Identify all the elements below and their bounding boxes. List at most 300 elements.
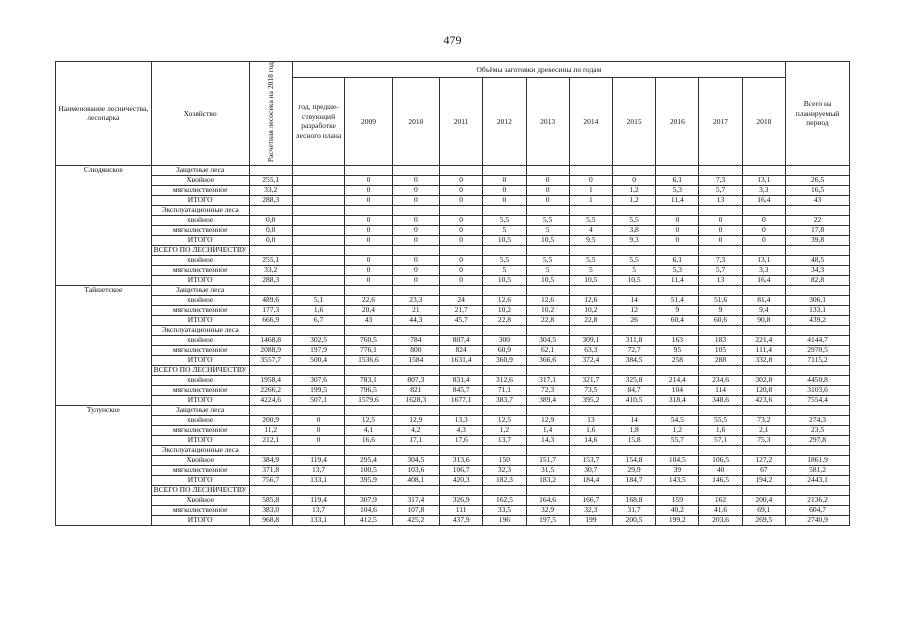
value-cell: 4 (569, 225, 612, 235)
section-blank-cell (656, 205, 699, 215)
value-cell: 317,4 (392, 495, 439, 505)
value-cell: 423,6 (742, 395, 785, 405)
value-cell: 39 (656, 465, 699, 475)
section-blank-cell (569, 205, 612, 215)
value-cell: 10,2 (569, 305, 612, 315)
category-cell: мягколиственное (151, 305, 249, 315)
table-row (56, 515, 850, 525)
value-cell: 22,8 (483, 315, 526, 325)
value-cell: 383,7 (483, 395, 526, 405)
section-blank-cell (786, 165, 850, 175)
value-cell: 10,5 (612, 275, 655, 285)
forestry-name: Тайшетское (56, 285, 152, 405)
value-cell: 6,1 (656, 255, 699, 265)
value-cell: 807,4 (440, 335, 483, 345)
category-cell: Хвойное (151, 175, 249, 185)
value-cell: 666,9 (249, 315, 292, 325)
value-cell: 1,2 (656, 425, 699, 435)
section-blank-cell (612, 365, 655, 375)
value-cell: 5,5 (483, 215, 526, 225)
value-cell: 10,5 (526, 275, 569, 285)
value-cell: 258 (656, 355, 699, 365)
section-blank-cell (656, 165, 699, 175)
section-blank-cell (699, 445, 742, 455)
value-cell: 14,6 (569, 435, 612, 445)
value-cell: 55,7 (656, 435, 699, 445)
value-cell: 13,7 (483, 435, 526, 445)
value-cell: 307,9 (345, 495, 392, 505)
value-cell: 1,4 (526, 425, 569, 435)
value-cell: 500,4 (292, 355, 345, 365)
value-cell: 69,1 (742, 505, 785, 515)
category-cell: мягколиственное (151, 385, 249, 395)
value-cell: 348,6 (699, 395, 742, 405)
section-blank-cell (786, 245, 850, 255)
value-cell: 24 (440, 295, 483, 305)
section-row (56, 405, 850, 415)
value-cell: 10,5 (569, 275, 612, 285)
section-blank-cell (656, 325, 699, 335)
section-blank-cell (249, 325, 292, 335)
category-cell: хвойное (151, 375, 249, 385)
table-row (56, 465, 850, 475)
section-blank-cell (392, 365, 439, 375)
section-blank-cell (483, 365, 526, 375)
table-row (56, 295, 850, 305)
value-cell: 0 (440, 265, 483, 275)
value-cell: 17,8 (786, 225, 850, 235)
value-cell: 0 (345, 255, 392, 265)
section-blank-cell (786, 445, 850, 455)
table-row (56, 415, 850, 425)
value-cell: 9,3 (612, 235, 655, 245)
value-cell: 33,2 (249, 265, 292, 275)
section-blank-cell (786, 285, 850, 295)
value-cell: 32,9 (526, 505, 569, 515)
value-cell: 16,4 (742, 275, 785, 285)
section-blank-cell (612, 165, 655, 175)
value-cell: 5,1 (292, 295, 345, 305)
section-blank-cell (742, 245, 785, 255)
value-cell: 13,7 (292, 465, 345, 475)
section-blank-cell (392, 445, 439, 455)
value-cell (292, 175, 345, 185)
section-row (56, 485, 850, 495)
table-row (56, 385, 850, 395)
value-cell: 585,8 (249, 495, 292, 505)
value-cell: 48,5 (786, 255, 850, 265)
section-blank-cell (569, 285, 612, 295)
value-cell: 1677,1 (440, 395, 483, 405)
value-cell: 437,9 (440, 515, 483, 525)
value-cell: 1,6 (699, 425, 742, 435)
value-cell: 760,5 (345, 335, 392, 345)
section-blank-cell (742, 285, 785, 295)
value-cell: 5,5 (483, 255, 526, 265)
table-row (56, 475, 850, 485)
value-cell: 0 (742, 225, 785, 235)
section-title: Эксплуатационные леса (151, 205, 249, 215)
value-cell: 200,9 (249, 415, 292, 425)
value-cell: 5,3 (656, 185, 699, 195)
section-title: Защитные леса (151, 165, 249, 175)
value-cell: 5 (483, 265, 526, 275)
value-cell: 214,4 (656, 375, 699, 385)
table-row (56, 395, 850, 405)
value-cell (292, 265, 345, 275)
value-cell: 309,1 (569, 335, 612, 345)
value-cell: 1468,8 (249, 335, 292, 345)
value-cell: 0 (742, 235, 785, 245)
value-cell: 20,4 (345, 305, 392, 315)
section-blank-cell (526, 245, 569, 255)
value-cell: 489,6 (249, 295, 292, 305)
value-cell: 304,5 (526, 335, 569, 345)
value-cell: 153,7 (569, 455, 612, 465)
value-cell (292, 275, 345, 285)
value-cell: 384,9 (249, 455, 292, 465)
section-blank-cell (292, 285, 345, 295)
table-row (56, 185, 850, 195)
section-blank-cell (742, 205, 785, 215)
value-cell: 72,7 (612, 345, 655, 355)
section-blank-cell (292, 485, 345, 495)
value-cell: 103,6 (392, 465, 439, 475)
value-cell: 163 (656, 335, 699, 345)
section-blank-cell (483, 165, 526, 175)
value-cell: 22,6 (345, 295, 392, 305)
value-cell: 0 (612, 175, 655, 185)
header-cut (249, 62, 292, 166)
section-blank-cell (292, 365, 345, 375)
value-cell: 199,5 (292, 385, 345, 395)
section-blank-cell (569, 445, 612, 455)
value-cell: 5,7 (699, 185, 742, 195)
value-cell: 3557,7 (249, 355, 292, 365)
value-cell: 12,6 (483, 295, 526, 305)
category-cell: ИТОГО (151, 435, 249, 445)
value-cell (292, 255, 345, 265)
section-blank-cell (249, 405, 292, 415)
value-cell: 105 (699, 345, 742, 355)
value-cell: 3,3 (742, 185, 785, 195)
section-blank-cell (440, 405, 483, 415)
value-cell: 90,8 (742, 315, 785, 325)
value-cell: 17,1 (392, 435, 439, 445)
value-cell: 72,3 (526, 385, 569, 395)
value-cell: 604,7 (786, 505, 850, 515)
page-number: 479 (443, 33, 462, 47)
value-cell: 10,5 (483, 235, 526, 245)
section-blank-cell (345, 165, 392, 175)
value-cell: 16,5 (786, 185, 850, 195)
section-blank-cell (292, 405, 345, 415)
value-cell: 168,8 (612, 495, 655, 505)
section-blank-cell (345, 285, 392, 295)
value-cell: 57,1 (699, 435, 742, 445)
value-cell: 182,3 (483, 475, 526, 485)
value-cell: 12,6 (526, 295, 569, 305)
category-cell: ИТОГО (151, 275, 249, 285)
value-cell: 33,2 (249, 185, 292, 195)
value-cell: 304,5 (392, 455, 439, 465)
table-row (56, 435, 850, 445)
value-cell: 21 (392, 305, 439, 315)
value-cell: 0 (392, 225, 439, 235)
value-cell: 1,6 (569, 425, 612, 435)
value-cell: 1 (569, 195, 612, 205)
value-cell: 12,6 (569, 295, 612, 305)
value-cell: 71,1 (483, 385, 526, 395)
value-cell: 6,1 (656, 175, 699, 185)
value-cell: 1,8 (612, 425, 655, 435)
value-cell: 4224,6 (249, 395, 292, 405)
section-blank-cell (699, 365, 742, 375)
table-row (56, 375, 850, 385)
value-cell: 29,9 (612, 465, 655, 475)
header-year-2018: 2018 (742, 78, 785, 166)
value-cell: 111 (440, 505, 483, 515)
category-cell: ИТОГО (151, 355, 249, 365)
section-blank-cell (526, 445, 569, 455)
section-row (56, 445, 850, 455)
value-cell: 1579,6 (345, 395, 392, 405)
value-cell: 366,6 (526, 355, 569, 365)
value-cell: 5 (569, 265, 612, 275)
value-cell: 317,1 (526, 375, 569, 385)
section-blank-cell (526, 205, 569, 215)
header-year-2013: 2013 (526, 78, 569, 166)
value-cell: 197,5 (526, 515, 569, 525)
value-cell: 4,3 (440, 425, 483, 435)
value-cell: 311,8 (612, 335, 655, 345)
value-cell: 0 (345, 195, 392, 205)
value-cell: 3,3 (742, 265, 785, 275)
value-cell: 439,2 (786, 315, 850, 325)
value-cell: 383,0 (249, 505, 292, 515)
section-blank-cell (612, 405, 655, 415)
value-cell: 43 (345, 315, 392, 325)
value-cell: 73,5 (569, 385, 612, 395)
value-cell: 5 (526, 225, 569, 235)
header-year-2014: 2014 (569, 78, 612, 166)
value-cell: 107,8 (392, 505, 439, 515)
category-cell: мягколиственное (151, 345, 249, 355)
value-cell: 0 (440, 185, 483, 195)
value-cell: 326,9 (440, 495, 483, 505)
section-blank-cell (742, 365, 785, 375)
section-blank-cell (786, 405, 850, 415)
value-cell: 82,8 (786, 275, 850, 285)
section-blank-cell (249, 485, 292, 495)
value-cell: 60,6 (699, 315, 742, 325)
section-blank-cell (392, 245, 439, 255)
value-cell: 60,4 (656, 315, 699, 325)
section-blank-cell (742, 405, 785, 415)
section-blank-cell (612, 485, 655, 495)
value-cell: 199 (569, 515, 612, 525)
value-cell: 4144,7 (786, 335, 850, 345)
value-cell: 1,2 (612, 195, 655, 205)
section-blank-cell (656, 485, 699, 495)
section-blank-cell (569, 485, 612, 495)
value-cell: 0 (345, 275, 392, 285)
value-cell: 807,3 (392, 375, 439, 385)
header-volumes: Объёмы заготовки древесины по годам (292, 62, 785, 78)
section-title: Эксплуатационные леса (151, 325, 249, 335)
value-cell: 5,5 (526, 255, 569, 265)
value-cell: 184,7 (612, 475, 655, 485)
value-cell: 306,1 (786, 295, 850, 305)
section-blank-cell (569, 365, 612, 375)
value-cell: 1631,4 (440, 355, 483, 365)
category-cell: Хвойное (151, 495, 249, 505)
value-cell: 0 (392, 275, 439, 285)
value-cell: 384,5 (612, 355, 655, 365)
value-cell: 60,9 (483, 345, 526, 355)
section-title: Защитные леса (151, 405, 249, 415)
value-cell: 2266,2 (249, 385, 292, 395)
value-cell: 26,5 (786, 175, 850, 185)
header-year-2011: 2011 (440, 78, 483, 166)
value-cell: 784 (392, 335, 439, 345)
value-cell (292, 185, 345, 195)
section-blank-cell (699, 165, 742, 175)
section-blank-cell (483, 325, 526, 335)
value-cell: 2136,2 (786, 495, 850, 505)
section-blank-cell (786, 485, 850, 495)
value-cell: 133,1 (292, 475, 345, 485)
value-cell: 154,8 (612, 455, 655, 465)
value-cell: 0 (440, 275, 483, 285)
value-cell: 274,3 (786, 415, 850, 425)
header-farm: Хозяйство (151, 62, 249, 166)
value-cell: 13,1 (742, 175, 785, 185)
value-cell: 197,9 (292, 345, 345, 355)
value-cell (292, 225, 345, 235)
category-cell: хвойное (151, 255, 249, 265)
value-cell: 372,4 (569, 355, 612, 365)
value-cell: 40 (699, 465, 742, 475)
section-blank-cell (742, 485, 785, 495)
category-cell: мягколиственное (151, 425, 249, 435)
category-cell: ИТОГО (151, 475, 249, 485)
value-cell: 313,6 (440, 455, 483, 465)
category-cell: Хвойное (151, 455, 249, 465)
section-blank-cell (440, 445, 483, 455)
value-cell: 13,1 (742, 255, 785, 265)
value-cell: 507,1 (292, 395, 345, 405)
value-cell: 425,2 (392, 515, 439, 525)
section-blank-cell (483, 405, 526, 415)
value-cell: 11,4 (656, 275, 699, 285)
value-cell: 0 (345, 265, 392, 275)
section-blank-cell (569, 405, 612, 415)
value-cell: 81,4 (742, 295, 785, 305)
value-cell: 7115,2 (786, 355, 850, 365)
value-cell: 0 (699, 225, 742, 235)
value-cell: 11,4 (656, 195, 699, 205)
value-cell: 1628,3 (392, 395, 439, 405)
value-cell: 0 (699, 235, 742, 245)
value-cell: 203,6 (699, 515, 742, 525)
value-cell: 2970,5 (786, 345, 850, 355)
value-cell: 23,3 (392, 295, 439, 305)
value-cell: 51,6 (699, 295, 742, 305)
value-cell: 10,5 (483, 275, 526, 285)
section-blank-cell (699, 325, 742, 335)
value-cell: 111,4 (742, 345, 785, 355)
value-cell: 40,2 (656, 505, 699, 515)
value-cell: 420,3 (440, 475, 483, 485)
value-cell: 776,1 (345, 345, 392, 355)
section-blank-cell (392, 325, 439, 335)
value-cell: 2443,1 (786, 475, 850, 485)
value-cell: 3103,6 (786, 385, 850, 395)
value-cell: 5,7 (699, 265, 742, 275)
value-cell: 0 (392, 255, 439, 265)
value-cell: 756,7 (249, 475, 292, 485)
value-cell: 133,1 (786, 305, 850, 315)
value-cell: 0 (392, 265, 439, 275)
value-cell: 9 (699, 305, 742, 315)
value-cell: 288 (699, 355, 742, 365)
value-cell: 0 (483, 175, 526, 185)
table-row (56, 425, 850, 435)
value-cell: 17,6 (440, 435, 483, 445)
value-cell: 0 (292, 425, 345, 435)
value-cell: 0,0 (249, 225, 292, 235)
value-cell: 106,7 (440, 465, 483, 475)
header-cut-text: Расчетная лесосека на 2018 год (266, 62, 276, 163)
section-blank-cell (440, 365, 483, 375)
value-cell: 0 (526, 195, 569, 205)
section-blank-cell (612, 205, 655, 215)
value-cell: 395,9 (345, 475, 392, 485)
section-blank-cell (440, 325, 483, 335)
value-cell: 9 (656, 305, 699, 315)
value-cell: 2740,9 (786, 515, 850, 525)
value-cell: 0 (440, 225, 483, 235)
value-cell: 22,8 (569, 315, 612, 325)
value-cell: 1536,6 (345, 355, 392, 365)
value-cell: 212,1 (249, 435, 292, 445)
section-blank-cell (742, 445, 785, 455)
section-blank-cell (699, 485, 742, 495)
value-cell: 106,5 (699, 455, 742, 465)
section-row (56, 245, 850, 255)
value-cell: 12,9 (392, 415, 439, 425)
section-blank-cell (440, 165, 483, 175)
value-cell: 67 (742, 465, 785, 475)
value-cell: 0 (345, 175, 392, 185)
value-cell: 0 (345, 215, 392, 225)
category-cell: ИТОГО (151, 315, 249, 325)
table-row (56, 335, 850, 345)
value-cell: 43 (786, 195, 850, 205)
section-blank-cell (742, 165, 785, 175)
value-cell (292, 235, 345, 245)
value-cell: 39,8 (786, 235, 850, 245)
section-blank-cell (699, 405, 742, 415)
value-cell: 0 (292, 415, 345, 425)
value-cell: 360,9 (483, 355, 526, 365)
value-cell: 821 (392, 385, 439, 395)
value-cell: 51,4 (656, 295, 699, 305)
value-cell: 5,5 (569, 215, 612, 225)
value-cell: 34,3 (786, 265, 850, 275)
table-row (56, 355, 850, 365)
